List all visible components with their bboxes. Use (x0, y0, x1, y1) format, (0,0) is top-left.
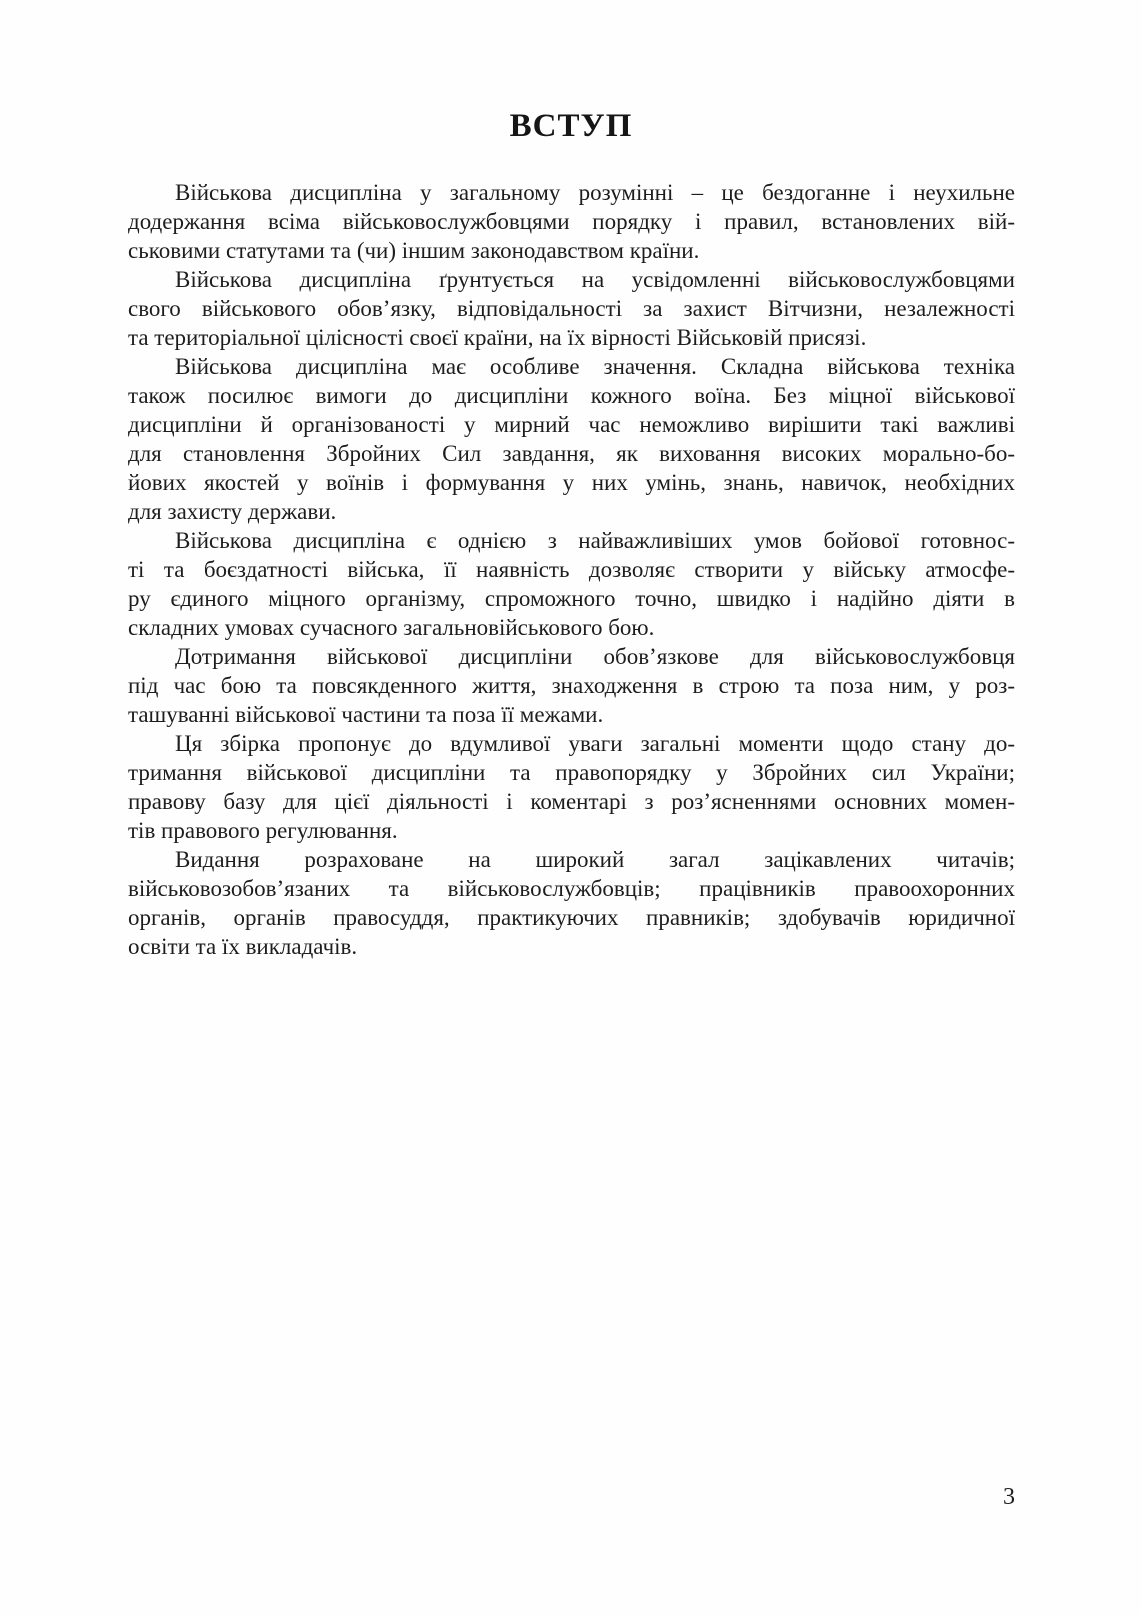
document-body (128, 178, 1015, 961)
paragraph-7 (128, 845, 1015, 961)
page-number: 3 (1003, 1484, 1015, 1510)
text-line: тримання військової дисципліни та правопорядку у Збройних сил України; (128, 760, 1015, 785)
text-line: Військова дисципліна у загальному розумінні – це бездоганне і неухильне (175, 180, 1015, 205)
text-line: для захисту держави. (128, 499, 337, 524)
text-line: ськовими статутами та (чи) іншим законодавством країни. (128, 238, 700, 263)
text-line: складних умовах сучасного загальновійськового бою. (128, 615, 655, 640)
text-line: Військова дисципліна має особливе значення. Складна військова техніка (175, 354, 1015, 379)
text-line: Видання розраховане на широкий загал зацікавлених читачів; (175, 847, 1015, 872)
text-line: для становлення Збройних Сил завдання, як виховання високих морально-бо- (128, 441, 1015, 466)
text-line: свого військового обов’язку, відповідальності за захист Вітчизни, незалежності (128, 296, 1015, 321)
text-line: тів правового регулювання. (128, 818, 398, 843)
text-line: Військова дисципліна є однією з найважливіших умов бойової готовнос- (175, 528, 1015, 553)
text-line: ташуванні військової частини та поза її межами. (128, 702, 604, 727)
text-line: Ця збірка пропонує до вдумливої уваги загальні моменти щодо стану до- (175, 731, 1015, 756)
text-line: органів, органів правосуддя, практикуючих правників; здобувачів юридичної (128, 905, 1015, 930)
text-line: та територіальної цілісності своєї країни, на їх вірності Військовій присязі. (128, 325, 867, 350)
page-title: ВСТУП (509, 108, 633, 144)
text-line: також посилює вимоги до дисципліни кожного воїна. Без міцної військової (128, 383, 1015, 408)
paragraph-6 (128, 729, 1015, 845)
text-line: правову базу для цієї діяльності і коментарі з роз’ясненнями основних момен- (128, 789, 1015, 814)
text-line: під час бою та повсякденного життя, знаходження в строю та поза ним, у роз- (128, 673, 1015, 698)
paragraph-3 (128, 352, 1015, 526)
paragraph-5 (128, 642, 1015, 729)
text-line: йових якостей у воїнів і формування у них умінь, знань, навичок, необхідних (128, 470, 1015, 495)
text-line: додержання всіма військовослужбовцями порядку і правил, встановлених вій- (128, 209, 1015, 234)
text-line: ру єдиного міцного організму, спроможного точно, швидко і надійно діяти в (128, 586, 1015, 611)
text-line: дисципліни й організованості у мирний час неможливо вирішити такі важливі (128, 412, 1015, 437)
paragraph-2 (128, 265, 1015, 352)
text-line: Військова дисципліна ґрунтується на усвідомленні військовослужбовцями (175, 267, 1015, 292)
paragraph-4 (128, 526, 1015, 642)
text-line: Дотримання військової дисципліни обов’язкове для військовослужбовця (175, 644, 1015, 669)
paragraph-1 (128, 178, 1015, 265)
text-line: освіти та їх викладачів. (128, 934, 358, 959)
text-line: ті та боєздатності війська, її наявність дозволяє створити у війську атмосфе- (128, 557, 1015, 582)
text-line: військовозобов’язаних та військовослужбовців; працівників правоохоронних (128, 876, 1015, 901)
